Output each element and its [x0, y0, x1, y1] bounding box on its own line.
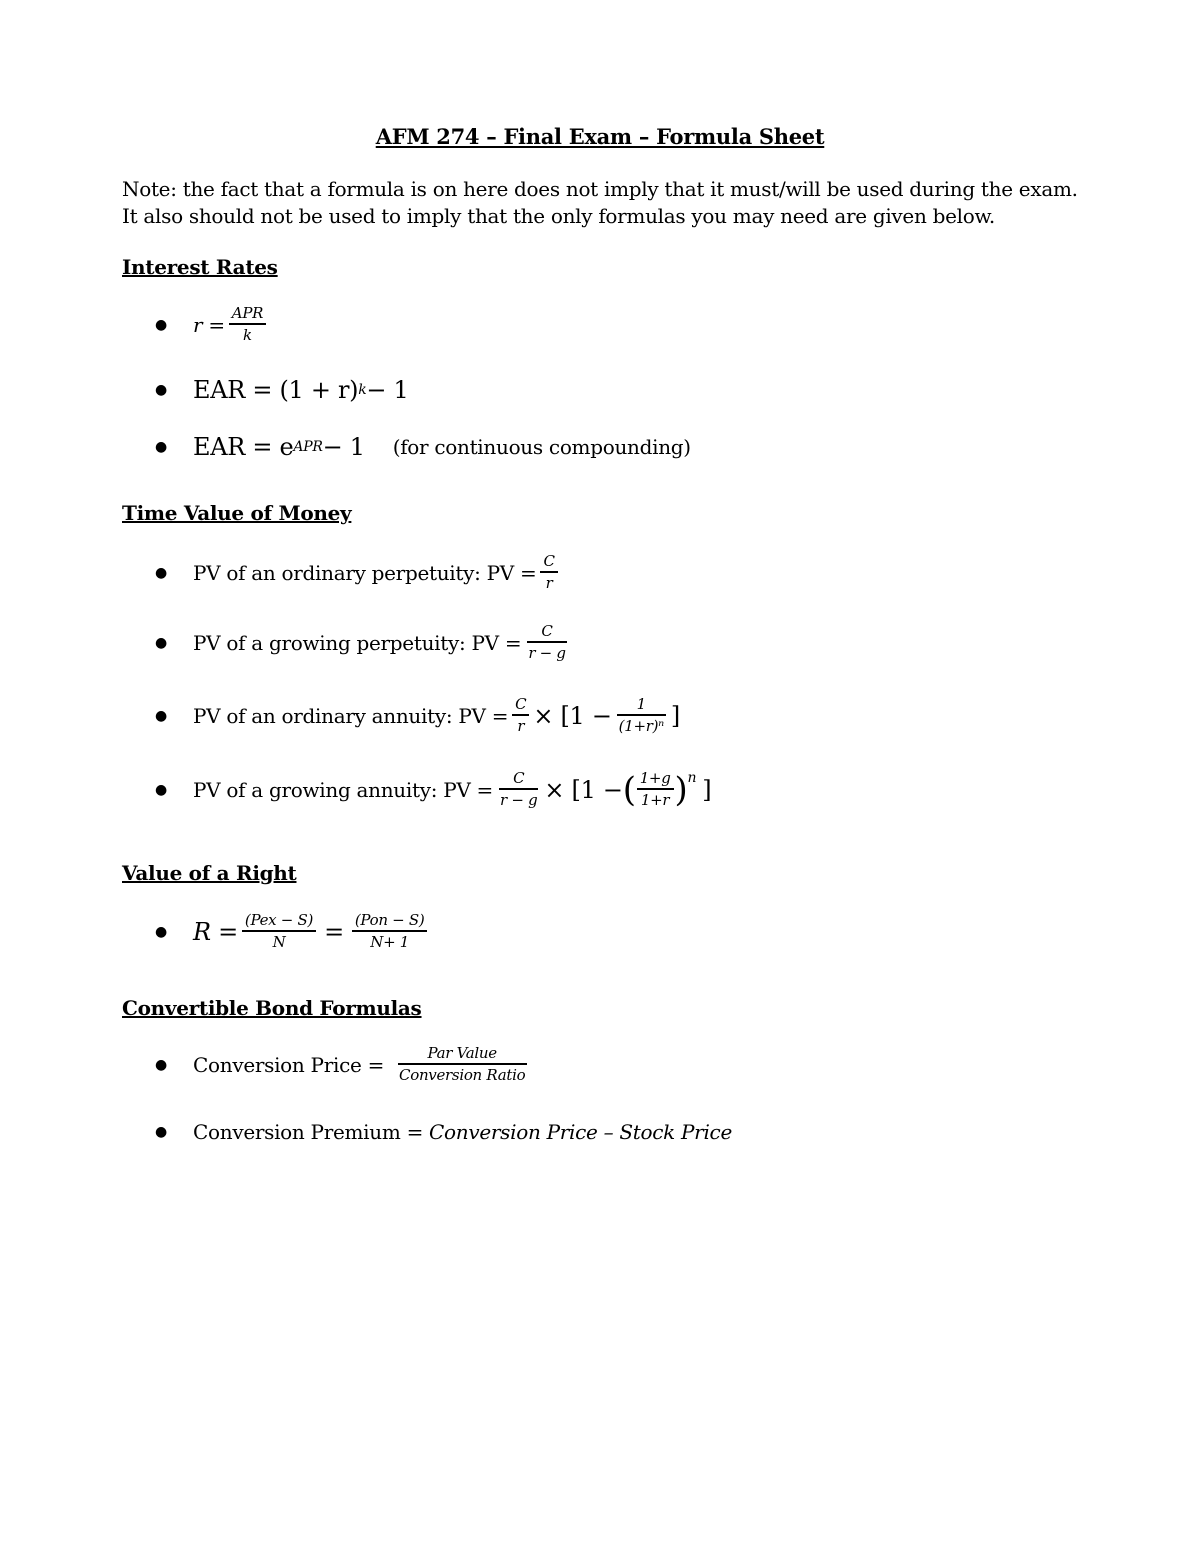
- formula-growing-perpetuity: ● PV of a growing perpetuity: PV = $\frac{C}{r - g}$: [155, 623, 573, 662]
- formula-ear-continuous: ● EAR = e APR − 1 (for continuous compounding): [155, 433, 691, 461]
- bullet-icon: ●: [155, 634, 167, 651]
- fraction: $\frac{\text{(Pex − S)}}{N}$: [242, 912, 316, 951]
- formula-periodic-rate: ● r = $\frac{\text{APR}}{k}$: [155, 305, 270, 344]
- fraction: $\frac{\text{(Pon − S)}}{N+ 1}$: [352, 912, 428, 951]
- formula-ordinary-annuity: ● PV of an ordinary annuity: PV = $\frac{C}{r}$ × [1 − $\frac{1}{\text{(1+r)ⁿ}}$ ]: [155, 695, 680, 735]
- right-paren-icon: ): [674, 769, 688, 810]
- formula-value-of-right: ● R = $\frac{\text{(Pex − S)}}{N}$ = $\frac{\text{(Pon − S)}}{N+ 1}$: [155, 912, 431, 951]
- formula-ordinary-perpetuity: ● PV of an ordinary perpetuity: PV = $\frac{C}{r}$: [155, 553, 562, 592]
- fraction: $\frac{\text{APR}}{k}$: [229, 305, 266, 344]
- formula-conversion-premium: ● Conversion Premium = Conversion Price – Stock Price: [155, 1120, 732, 1144]
- bullet-icon: ●: [155, 781, 167, 798]
- bullet-icon: ●: [155, 564, 167, 581]
- note-paragraph: Note: the fact that a formula is on here does not imply that it must/will be used during the exam. It also should not be used to imply that the only formulas you may need are given below.: [122, 177, 1078, 228]
- fraction: $\frac{1}{\text{(1+r)ⁿ}}$: [618, 695, 664, 735]
- heading-convertible-bond-formulas: Convertible Bond Formulas: [122, 996, 422, 1020]
- bullet-icon: ●: [155, 439, 167, 455]
- formula-conversion-price: ● Conversion Price = $\frac{\text{Par Value}}{\text{Conversion Ratio}}$: [155, 1045, 532, 1084]
- bullet-icon: ●: [155, 1056, 167, 1073]
- bullet-icon: ●: [155, 1124, 167, 1140]
- heading-time-value-of-money: Time Value of Money: [122, 501, 352, 525]
- bullet-icon: ●: [155, 707, 167, 724]
- formula-ear: ● EAR = (1 + r) k − 1: [155, 376, 409, 404]
- heading-value-of-a-right: Value of a Right: [122, 861, 297, 885]
- page-title: AFM 274 – Final Exam – Formula Sheet: [375, 124, 825, 149]
- bullet-icon: ●: [155, 316, 167, 333]
- fraction: $\frac{\text{Par Value}}{\text{Conversion Ratio}}$: [399, 1044, 526, 1084]
- left-paren-icon: (: [622, 769, 636, 810]
- fraction: $\frac{C}{r - g}$: [528, 622, 566, 662]
- fraction: $\frac{C}{r}$: [512, 696, 529, 735]
- heading-interest-rates: Interest Rates: [122, 255, 278, 279]
- bullet-icon: ●: [155, 923, 167, 940]
- fraction: $\frac{1+g}{1+r}$: [637, 770, 674, 809]
- fraction: $\frac{C}{r - g}$: [500, 769, 538, 809]
- fraction: $\frac{C}{r}$: [540, 553, 557, 592]
- bullet-icon: ●: [155, 382, 167, 398]
- formula-growing-annuity: ● PV of a growing annuity: PV = $\frac{C}{r - g}$ × [1 − ( $\frac{1+g}{1+r}$ ) $^n$ ]: [155, 769, 712, 810]
